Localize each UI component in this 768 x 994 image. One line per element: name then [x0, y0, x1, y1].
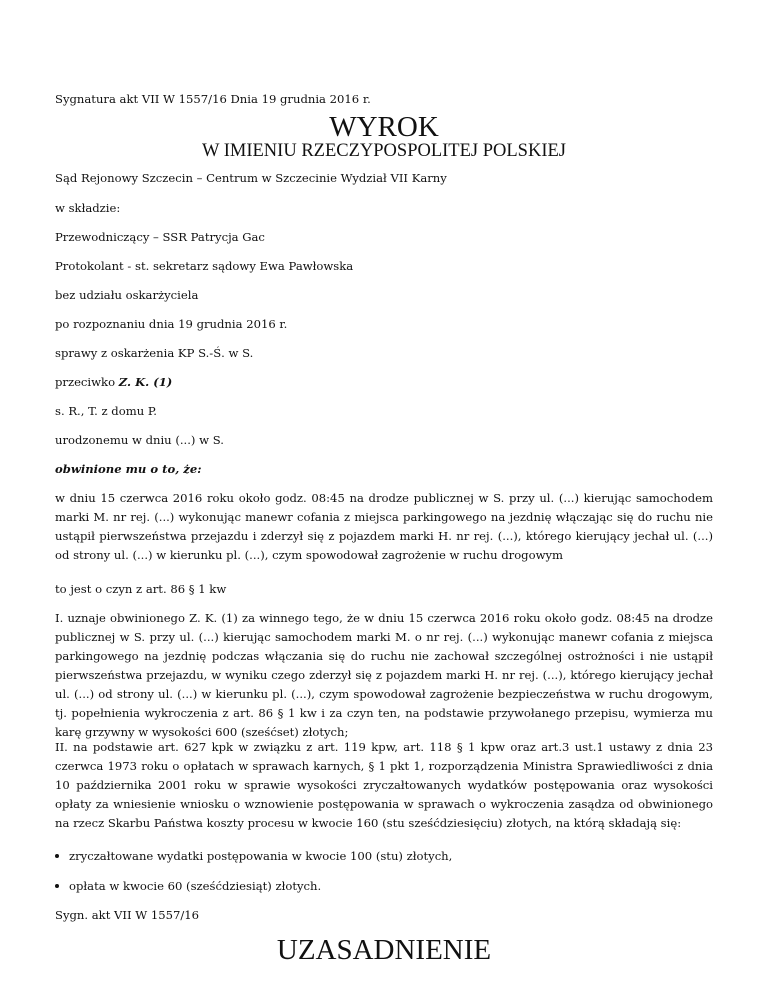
- defendant-line: [55, 375, 172, 390]
- case-line: sprawy z oskarżenia KP S.-Ś. w S.: [55, 346, 254, 360]
- signature-line: Sygnatura akt VII W 1557/16 Dnia 19 grudnia 2016 r.: [55, 92, 371, 106]
- defendant-born: urodzonemu w dniu (...) w S.: [55, 433, 224, 447]
- footer-signature: Sygn. akt VII W 1557/16: [55, 908, 200, 922]
- verdict-title: WYROK: [329, 111, 439, 143]
- bullet-icon: [55, 884, 59, 888]
- cost-item: [55, 849, 452, 864]
- cost-item-text: opłata w kwocie 60 (sześćdziesiąt) złotych.: [69, 879, 322, 893]
- hearing-line: po rozpoznaniu dnia 19 grudnia 2016 r.: [55, 317, 288, 331]
- charge-heading: obwinione mu o to, że:: [55, 462, 202, 476]
- court-name: Sąd Rejonowy Szczecin – Centrum w Szczecinie Wydział VII Karny: [55, 171, 447, 185]
- verdict-point-2: II. na podstawie art. 627 kpk w związku z art. 119 kpw, art. 118 § 1 kpw oraz art.3 ust.1 ustawy z dnia 23 czerwca 1973 roku o opłatach w sprawach karnych, § 1 pkt 1, rozporządzenia Ministra Sprawiedliwości z dnia 10 października 2001 roku w sprawie wysokości zryczałtowanych wydatków postępowania oraz wysokości opłaty za wniesienie wniosku o wznowienie postępowania w sprawach o wykroczenia zasądza od obwinionego na rzecz Skarbu Państwa koszty procesu w kwocie 160 (stu sześćdziesięciu) złotych, na którą składają się:: [55, 740, 713, 830]
- cost-item-text: zryczałtowane wydatki postępowania w kwocie 100 (stu) złotych,: [69, 849, 453, 863]
- clerk-line: Protokolant - st. sekretarz sądowy Ewa Pawłowska: [55, 259, 354, 273]
- charge-text: w dniu 15 czerwca 2016 roku około godz. 08:45 na drodze publicznej w S. przy ul. (...) kierując samochodem marki M. nr rej. (...) wykonując manewr cofania z miejsca parkingowego na jezdnię włączając się do ruchu nie ustąpił pierwszeństwa przejazdu i zderzył się z pojazdem marki H. nr rej. (...), którego kierujący jechał ul. (...) od strony ul. (...) w kierunku pl. (...), czym spowodował zagrożenie w ruchu drogowym: [55, 491, 713, 562]
- verdict-subtitle: W IMIENIU RZECZYPOSPOLITEJ POLSKIEJ: [201, 141, 566, 161]
- prosecutor-line: bez udziału oskarżyciela: [55, 288, 199, 302]
- defendant-name: Z. K. (1): [118, 375, 173, 389]
- composition-label: w składzie:: [55, 201, 121, 215]
- bullet-icon: [55, 854, 59, 858]
- chair-line: Przewodniczący – SSR Patrycja Gac: [55, 230, 265, 244]
- defendant-parents: s. R., T. z domu P.: [55, 404, 157, 418]
- cost-item: [55, 879, 321, 894]
- verdict-point-1: I. uznaje obwinionego Z. K. (1) za winnego tego, że w dniu 15 czerwca 2016 roku około godz. 08:45 na drodze publicznej w S. przy ul. (...) kierując samochodem marki M. o nr rej. (...) wykonując manewr cofania z miejsca parkingowego na jezdnię podczas włączania się do ruchu nie zachował szczególnej ostrożności i nie ustąpił pierwszeństwa przejazdu, w wyniku czego zderzył się z pojazdem marki H. nr rej. (...), którego kierujący jechał ul. (...) od strony ul. (...) w kierunku pl. (...), czym spowodował zagrożenie bezpieczeństwa w ruchu drogowym, tj. popełnienia wykroczenia z art. 86 § 1 kw i za czyn ten, na podstawie przywołanego przepisu, wymierza mu karę grzywny w wysokości 600 (sześćset) złotych;: [55, 611, 713, 739]
- justification-title: UZASADNIENIE: [276, 934, 492, 966]
- charge-article: to jest o czyn z art. 86 § 1 kw: [55, 582, 227, 596]
- defendant-prefix: przeciwko: [55, 375, 119, 389]
